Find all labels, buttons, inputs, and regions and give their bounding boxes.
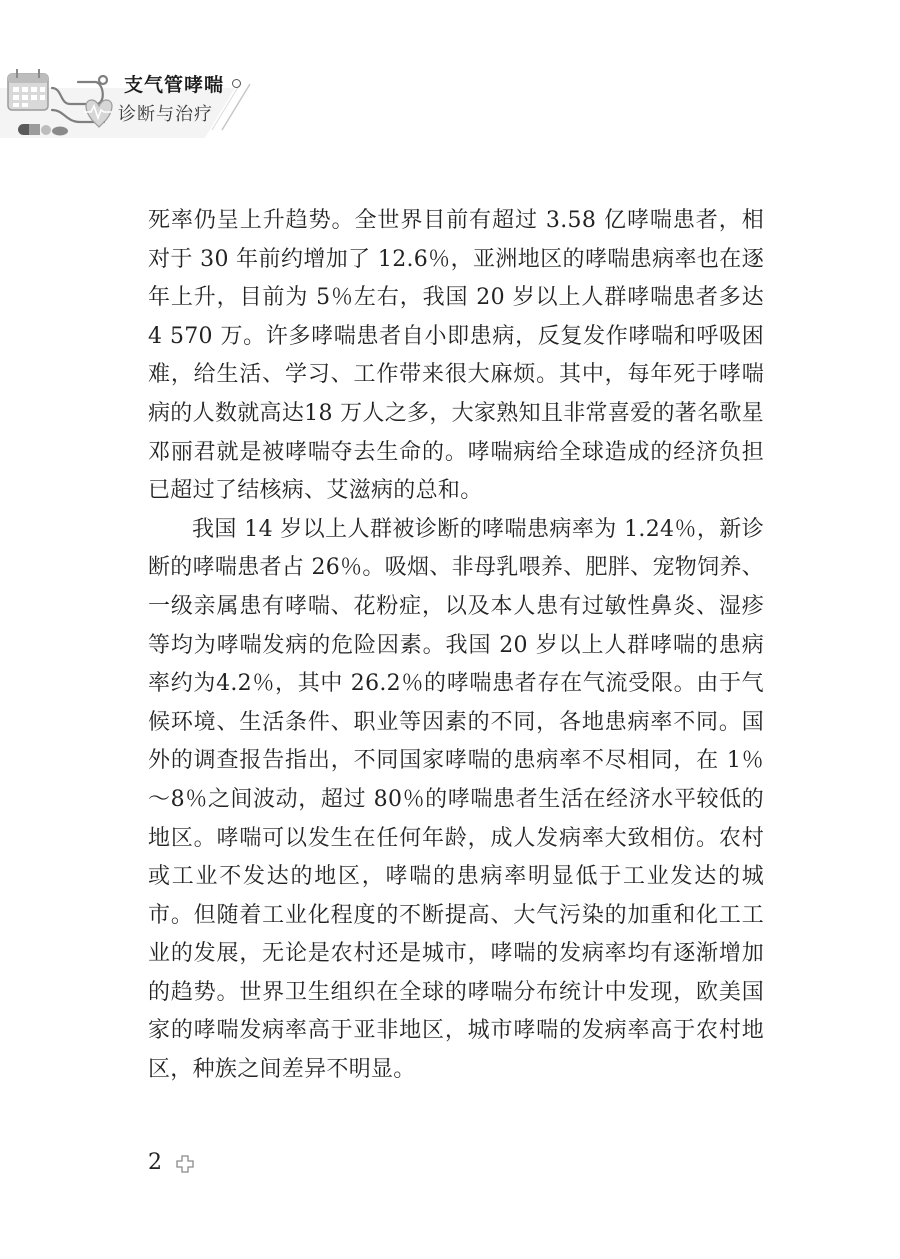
book-title: 支气管哮喘	[124, 74, 225, 96]
calendar-icon	[8, 69, 48, 110]
page-number: 2	[148, 1150, 162, 1175]
running-header	[0, 60, 300, 150]
paragraph-continued: 死率仍呈上升趋势。全世界目前有超过 3.58 亿哮喘患者，相对于 30 年前约增加了 12.6％，亚洲地区的哮喘患病率也在逐年上升，目前为 5％左右，我国 20 岁以上人群哮喘患者多达 4 570 万。许多哮喘患者自小即患病，反复发作哮喘和呼吸困难，给生活、学习、工作带来很大麻烦。其中，每年死于哮喘病的人数就高达18 万人之多，大家熟知且非常喜爱的著名歌星邓丽君就是被哮喘夺去生命的。哮喘病给全球造成的经济负担已超过了结核病、艾滋病的总和。	[148, 208, 764, 504]
paragraph: 我国 14 岁以上人群被诊断的哮喘患病率为 1.24％，新诊断的哮喘患者占 26％。吸烟、非母乳喂养、肥胖、宠物饲养、一级亲属患有哮喘、花粉症，以及本人患有过敏性鼻炎、湿疹等均为哮喘发病的危险因素。我国 20 岁以上人群哮喘的患病率约为4.2％，其中 26.2％的哮喘患者存在气流受限。由于气候环境、生活条件、职业等因素的不同，各地患病率不同。国外的调查报告指出，不同国家哮喘的患病率不尽相同，在 1％～8％之间波动，超过 80％的哮喘患者生活在经济水平较低的地区。哮喘可以发生在任何年龄，成人发病率大致相仿。农村或工业不发达的地区，哮喘的患病率明显低于工业发达的城市。但随着工业化程度的不断提高、大气污染的加重和化工工业的发展，无论是农村还是城市，哮喘的发病率均有逐渐增加的趋势。世界卫生组织在全球的哮喘分布统计中发现，欧美国家的哮喘发病率高于亚非地区，城市哮喘的发病率高于农村地区，种族之间差异不明显。	[148, 516, 764, 1083]
plus-outline-icon	[176, 1155, 194, 1173]
body-text	[148, 202, 764, 1090]
book-subtitle: 诊断与治疗	[118, 104, 213, 125]
title-dot-ornament	[232, 79, 241, 88]
